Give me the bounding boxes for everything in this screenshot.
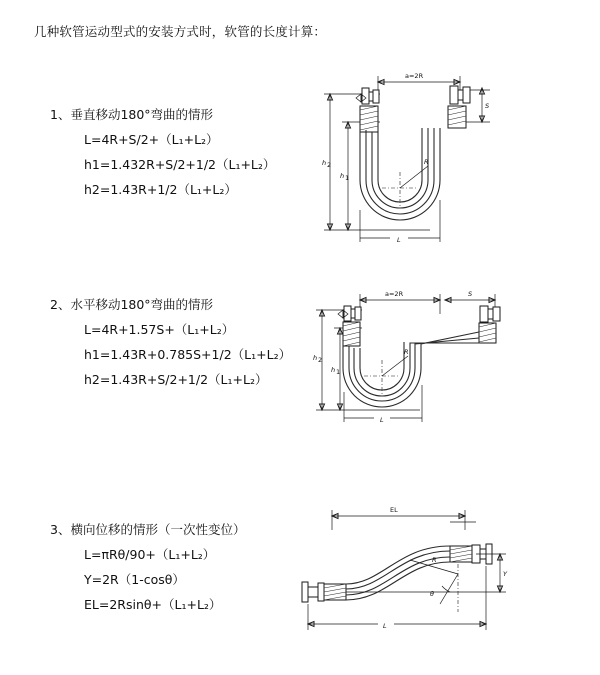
formula: Y=2R（1-cosθ） — [84, 572, 185, 587]
svg-text:2: 2 — [318, 356, 323, 364]
section-1-formulas — [84, 127, 275, 202]
page-title: 几种软管运动型式的安装方式时，软管的长度计算： — [34, 24, 327, 39]
section-3-formulas — [84, 542, 221, 617]
svg-text:a=2R: a=2R — [385, 290, 404, 298]
formula: h2=1.43R+S/2+1/2（L₁+L₂） — [84, 372, 268, 387]
horizontal-180-bend-diagram — [300, 280, 520, 440]
formula: L=πRθ/90+（L₁+L₂） — [84, 547, 216, 562]
section-2-formulas — [84, 317, 291, 392]
section-3-title — [50, 520, 245, 538]
svg-text:L: L — [397, 236, 401, 244]
formula: L=4R+S/2+（L₁+L₂） — [84, 132, 219, 147]
section-2-title — [50, 295, 213, 313]
svg-text:R: R — [424, 158, 429, 166]
svg-text:h: h — [340, 172, 345, 180]
svg-text:S: S — [485, 102, 490, 110]
formula: h1=1.432R+S/2+1/2（L₁+L₂） — [84, 157, 276, 172]
svg-text:1: 1 — [336, 368, 341, 376]
svg-text:h: h — [313, 354, 318, 362]
svg-text:S: S — [468, 290, 473, 298]
lateral-offset-diagram — [290, 500, 520, 640]
svg-text:R: R — [432, 556, 437, 564]
svg-text:EL: EL — [390, 506, 398, 514]
vertical-180-bend-diagram — [300, 60, 520, 260]
svg-text:h: h — [331, 366, 336, 374]
section-3-heading: 横向位移的情形（一次性变位） — [70, 522, 246, 537]
section-1-index: 1、 — [50, 107, 71, 122]
svg-text:1: 1 — [345, 174, 350, 182]
svg-text:θ: θ — [430, 590, 434, 598]
svg-text:h: h — [322, 159, 327, 167]
section-2-index: 2、 — [50, 297, 71, 312]
formula: h2=1.43R+1/2（L₁+L₂） — [84, 182, 237, 197]
svg-text:R: R — [404, 348, 409, 356]
svg-text:2: 2 — [327, 161, 332, 169]
formula: EL=2Rsinθ+（L₁+L₂） — [84, 597, 222, 612]
svg-text:a=2R: a=2R — [405, 72, 424, 80]
svg-text:L: L — [380, 416, 384, 424]
formula: h1=1.43R+0.785S+1/2（L₁+L₂） — [84, 347, 292, 362]
svg-text:Y: Y — [503, 570, 507, 578]
section-3-index: 3、 — [50, 522, 71, 537]
section-1-title — [50, 105, 213, 123]
svg-text:L: L — [383, 622, 387, 630]
section-2-heading: 水平移动180°弯曲的情形 — [70, 297, 214, 312]
formula: L=4R+1.57S+（L₁+L₂） — [84, 322, 235, 337]
section-1-heading: 垂直移动180°弯曲的情形 — [70, 107, 214, 122]
